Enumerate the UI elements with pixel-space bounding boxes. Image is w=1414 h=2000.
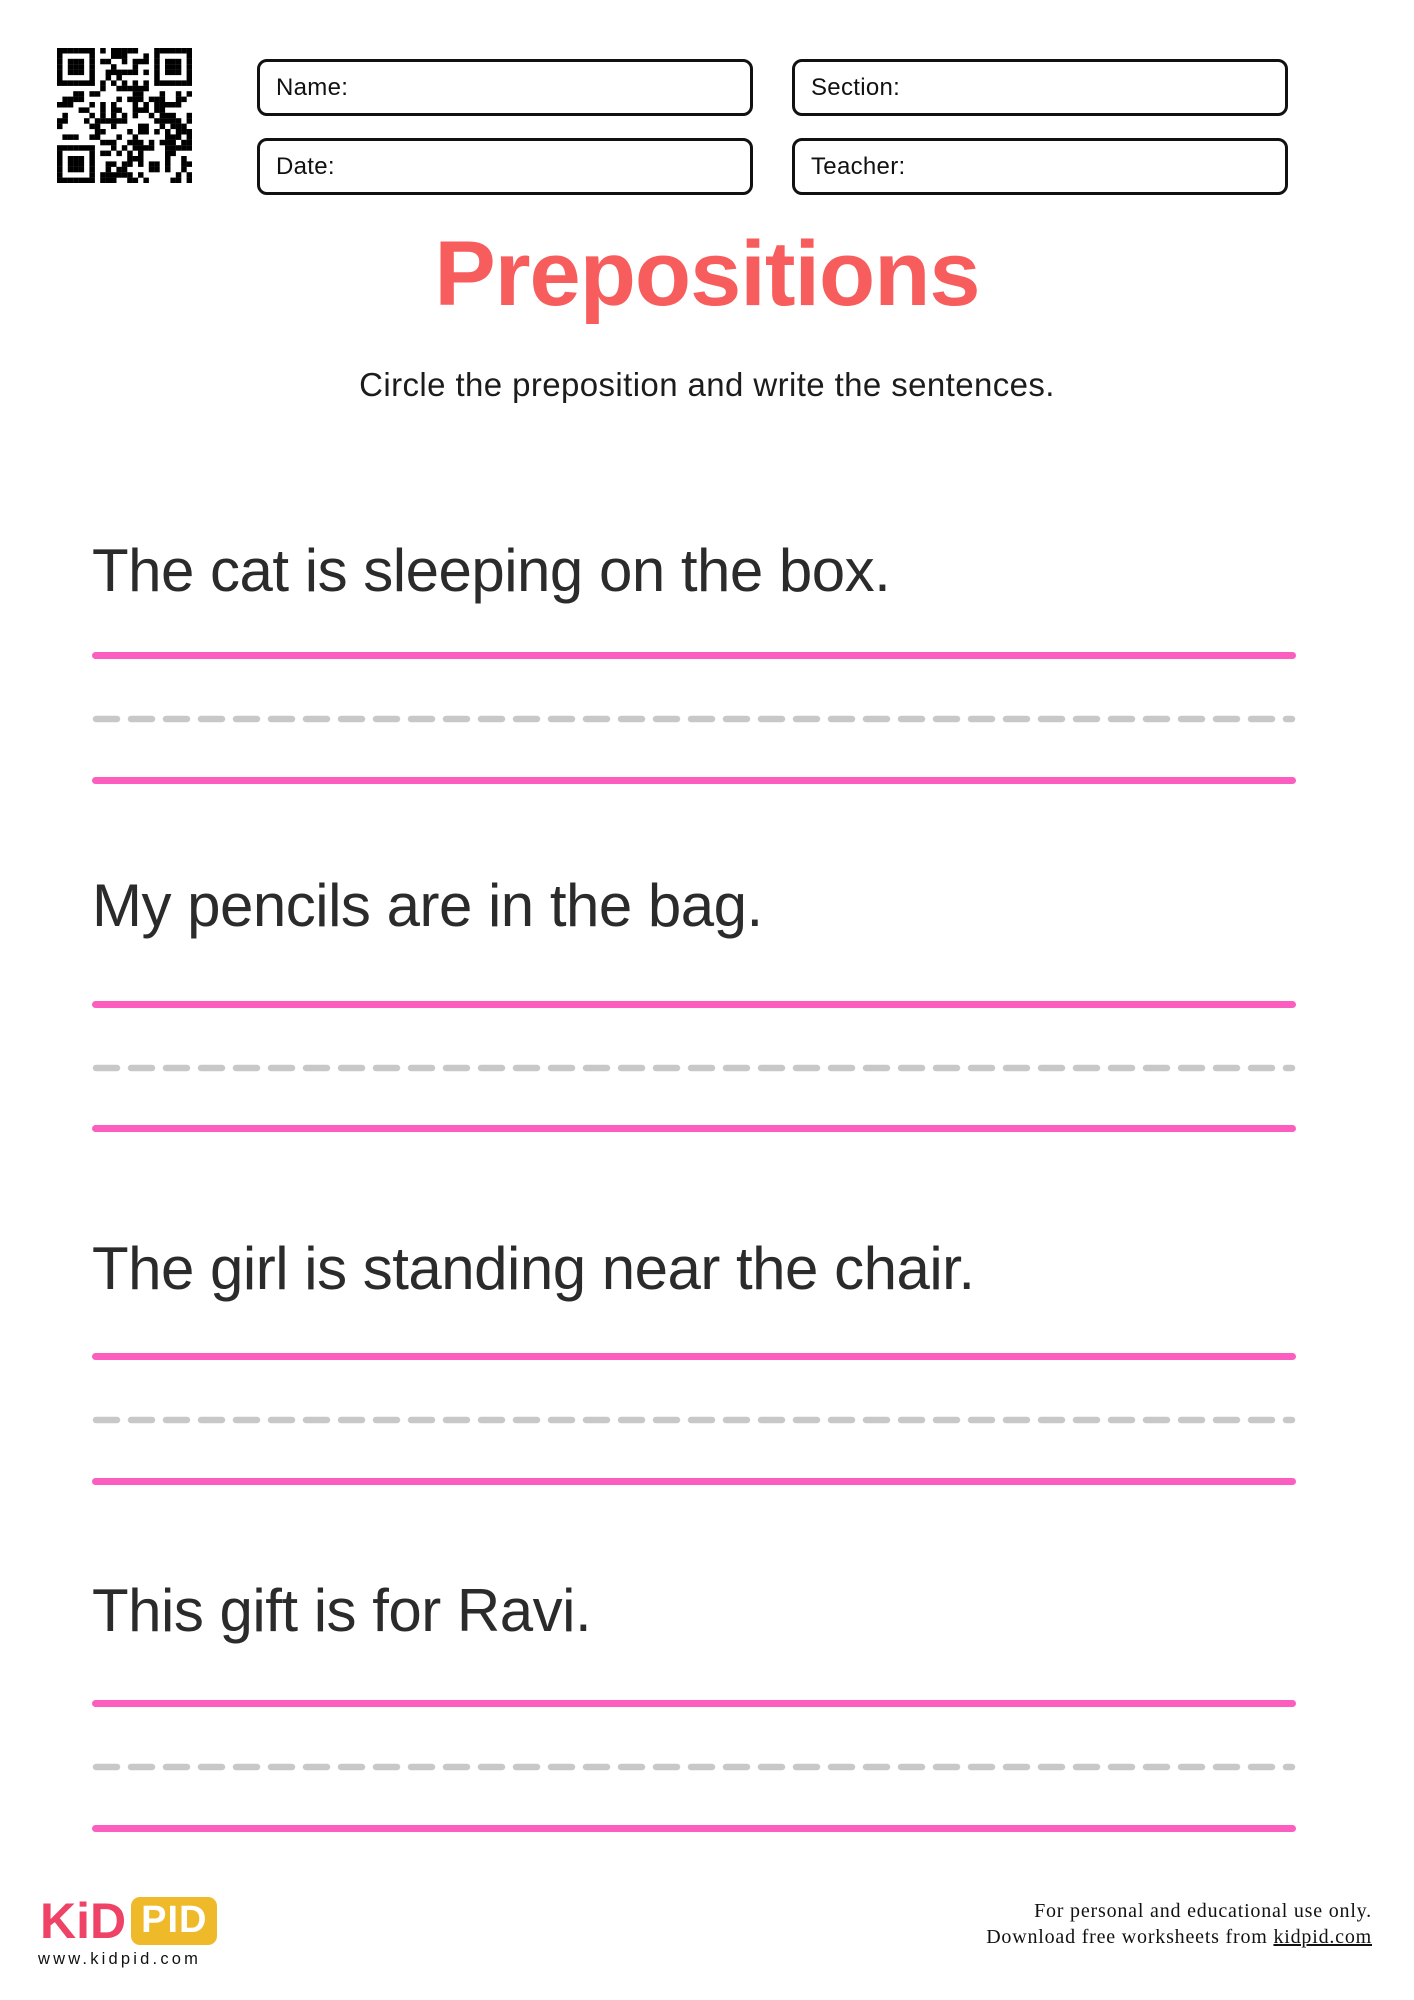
section-field-box[interactable] xyxy=(792,59,1288,116)
writing-line-bottom xyxy=(92,1825,1296,1832)
section-field-label: Section: xyxy=(811,73,901,101)
exercise-1 xyxy=(92,538,1296,604)
exercise-2 xyxy=(92,873,1296,939)
footer-notes xyxy=(986,1898,1372,1950)
writing-line-dashed xyxy=(92,715,1296,723)
name-field-label: Name: xyxy=(276,73,349,101)
writing-line-bottom xyxy=(92,777,1296,784)
writing-line-top xyxy=(92,1353,1296,1360)
usage-note: For personal and educational use only. xyxy=(1034,1900,1372,1922)
exercise-sentence: The cat is sleeping on the box. xyxy=(92,537,891,604)
date-field-label: Date: xyxy=(276,152,335,180)
instruction-text: Circle the preposition and write the sentences. xyxy=(359,366,1055,403)
date-field-box[interactable] xyxy=(257,138,753,195)
writing-line-dashed xyxy=(92,1064,1296,1072)
writing-line-top xyxy=(92,652,1296,659)
writing-line-bottom xyxy=(92,1478,1296,1485)
writing-line-top xyxy=(92,1001,1296,1008)
writing-line-dashed xyxy=(92,1763,1296,1771)
teacher-field-label: Teacher: xyxy=(811,152,906,180)
exercise-4 xyxy=(92,1578,1296,1644)
exercise-3 xyxy=(92,1236,1296,1302)
page-title: Prepositions xyxy=(434,223,980,325)
website-url: www.kidpid.com xyxy=(38,1950,202,1968)
exercise-sentence: My pencils are in the bag. xyxy=(92,872,763,939)
kidpid-link[interactable]: kidpid.com xyxy=(1273,1926,1372,1948)
qr-code-icon xyxy=(57,48,192,183)
writing-line-top xyxy=(92,1700,1296,1707)
name-field-box[interactable] xyxy=(257,59,753,116)
kidpid-logo xyxy=(40,1893,217,1949)
teacher-field-box[interactable] xyxy=(792,138,1288,195)
exercise-sentence: The girl is standing near the chair. xyxy=(92,1235,975,1302)
writing-line-bottom xyxy=(92,1125,1296,1132)
download-note xyxy=(986,1924,1372,1950)
writing-line-dashed xyxy=(92,1416,1296,1424)
logo-pid-badge: PID xyxy=(131,1897,217,1945)
logo-kid-text: KiD xyxy=(40,1893,127,1949)
exercise-sentence: This gift is for Ravi. xyxy=(92,1577,592,1644)
download-note-prefix: Download free worksheets from xyxy=(986,1926,1274,1948)
